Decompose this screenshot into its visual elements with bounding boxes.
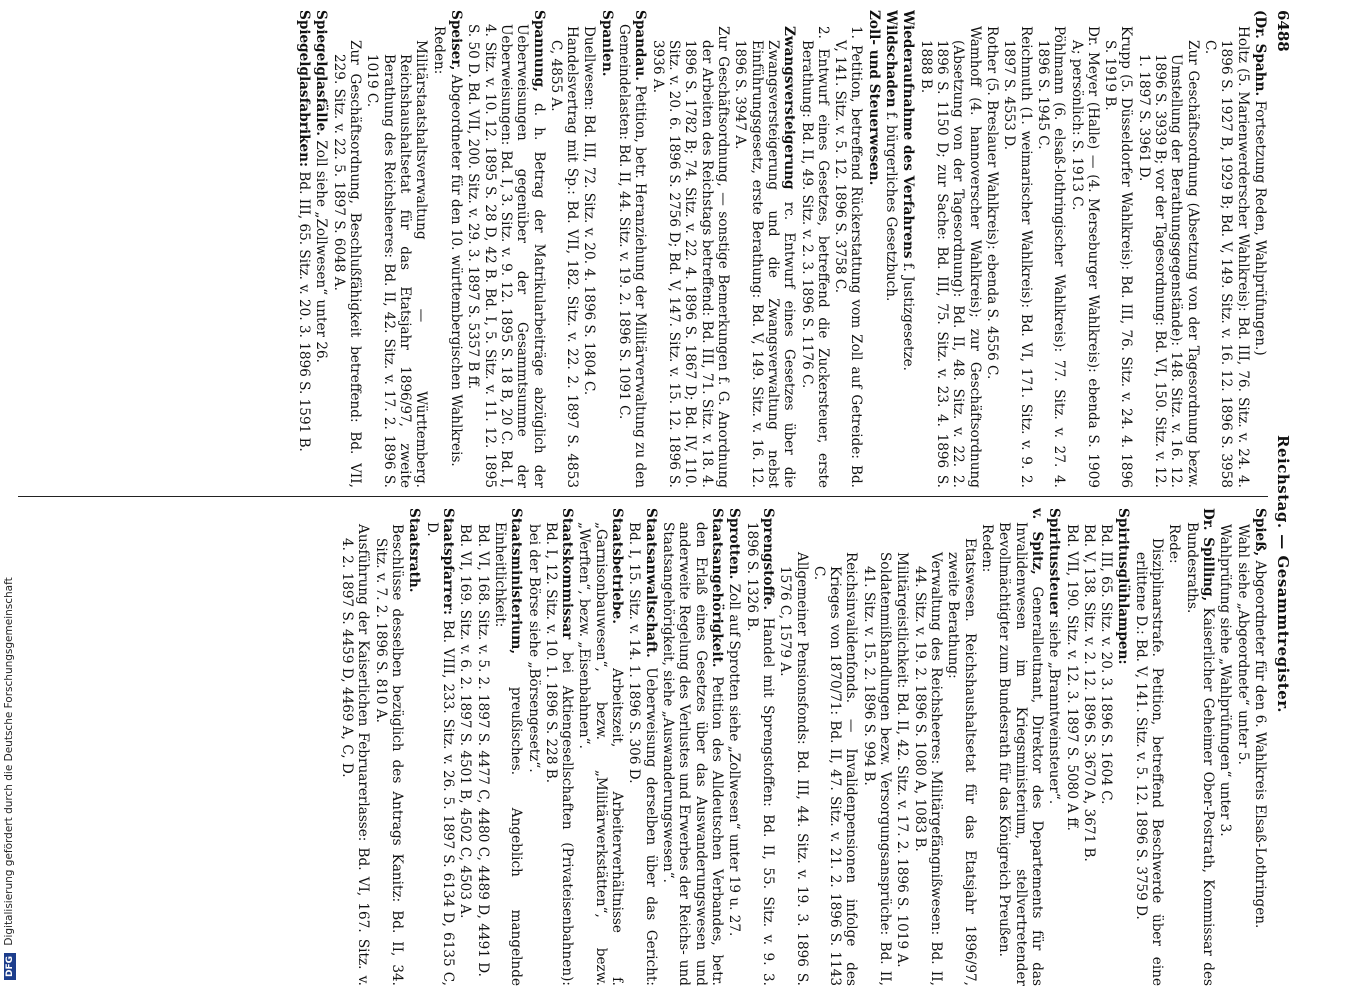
entry-text: Petition, betr. Heranziehung der Militärverwaltung zu den Gemeindelasten: Bd. II, 44. Sitz. v. 19. 2. 1896 S. 1091 C. (616, 24, 649, 488)
index-entry (1133, 508, 1166, 986)
index-entry (372, 508, 405, 986)
entry-text: Wahlprüfung siehe „Wahlprüfungen“ unter 3. (1217, 524, 1234, 837)
index-entry (548, 10, 581, 488)
entry-text: Zur Geschäftsordnung, — sonstige Bemerkungen f. G. Anordnung der Arbeiten des Reichstags betreffend: Bd. III, 71. Sitz. v. 18. 4. 1896 S. 1782 B; 74. Sitz. v. 22. 4. 1896 S. 1867 D; Bd. IV, 110. Sitz. v. 20. 6. 1896 S. 2756 D; Bd. V, 147. Sitz. v. 15. 12. 1896 S. 3936 A. (649, 26, 731, 488)
index-entry (1166, 508, 1182, 986)
entry-text: Kaiserlicher Geheimer Ober-Postrath, Kommissar des Bundesraths. (1183, 522, 1217, 986)
entry-text: 1. Petition, betreffend Rückerstattung vom Zoll auf Getreide: Bd. V, 141. Sitz. v. 5. 12. 1896 S. 3758 C. (832, 26, 865, 488)
entry-text: Beschlüsse desselben bezüglich des Antrags Kanitz: Bd. II, 34. Sitz. v. 7. 2. 1896 S. 810 A. (372, 524, 406, 986)
index-entry (430, 10, 446, 488)
entry-heading: Wiederaufnahme des Verfahrens (900, 10, 917, 259)
entry-text: Abgeordneter für den 10. württembergischen Wahlkreis. (448, 74, 464, 467)
index-entry (457, 508, 473, 986)
index-entry (543, 508, 576, 986)
entry-heading: v. Spitz, (1028, 508, 1045, 575)
index-entry (1098, 508, 1114, 986)
entry-heading: Zwangsversteigerung (781, 26, 798, 190)
entry-heading: Spandau. (632, 10, 649, 81)
entry-text: Allgemeiner Pensionsfonds: Bd. III, 44. Sitz. v. 19. 3. 1896 S. 1576 C, 1579 A. (777, 552, 810, 986)
entry-text: Generalleutnant, Direktor des Departements für das Invalidenwesen im Kriegsministerium, stellvertretender Bevollmächtigter zum Bundesrath für das Königreich Preußen. (996, 522, 1045, 986)
entry-heading: Spiritussteuer (1046, 508, 1063, 617)
entry-heading: Staatsangehörigkeit. (709, 508, 725, 668)
entry-text: Rother (5. Breslauer Wahlkreis): ebenda S. 4556 C. (984, 26, 1000, 380)
entry-text: siehe „Branntweinsteuer“. (1046, 621, 1063, 805)
index-entry (474, 508, 490, 986)
entry-text: Bd. VIII, 233. Sitz. v. 26. 5. 1897 S. 6134 D, 6135 C, D. (423, 522, 456, 986)
index-entry (331, 10, 364, 488)
index-entry (465, 10, 547, 488)
entry-text: Bd. V, 138. Sitz. v. 2. 12. 1896 S. 3670 A, 3671 B. (1080, 524, 1097, 862)
index-entry (492, 508, 525, 986)
entry-heading: Staatskommissar (559, 508, 576, 640)
rotated-page (2, 10, 1292, 990)
running-head: Reichstag. — Gesammtregister. (1274, 435, 1292, 713)
entry-heading: Speiser, (448, 10, 464, 71)
entry-text: Zoll auf Sprotten siehe „Zollwesen“ unter 19 u. 27. (726, 583, 743, 937)
index-entry (626, 508, 659, 986)
entry-heading: Wildschaden (883, 10, 900, 108)
entry-heading: (Dr. Spahn. (1252, 10, 1268, 97)
entry-heading: Sprengstoffe. (759, 508, 776, 611)
index-entry (743, 508, 776, 986)
entry-text: Zoll siehe „Zollwesen“ unter 26. (313, 140, 330, 363)
index-entry (984, 10, 1000, 488)
entry-text: Ueberweisung derselben über das Gericht: Bd. I, 15. Sitz. v. 14. 1. 1896 S. 306 D. (626, 522, 659, 986)
index-entry (911, 508, 944, 986)
left-column (18, 10, 1268, 488)
index-entry (525, 508, 541, 986)
index-entry (313, 10, 329, 488)
entry-text: Petition des Alldeutschen Verbandes, betr. den Erlaß eines Gesetzes über das Auswanderungswesen und anderweite Regelung des Verlustes und Erwerbes der Reichs- und Staatsangehörigkeit, siehe „Auswanderungswesen“. (660, 522, 725, 986)
dfg-logo: DFG (4, 953, 16, 980)
index-entry (979, 508, 995, 986)
index-entry (1202, 10, 1251, 488)
index-entry (1252, 508, 1268, 986)
entry-heading: Dr. Spilling, (1200, 508, 1217, 602)
entry-heading: Staatsanwaltschaft. (642, 508, 659, 658)
entry-text: Bd. III, 65. Sitz. v. 20. 3. 1896 S. 1604 C. (1098, 524, 1115, 805)
entry-heading: Spiritusglühlampen: (1115, 508, 1132, 665)
register-page (2, 10, 1292, 990)
entry-text: Wahl siehe „Abgeordnete“ unter 5. (1234, 524, 1251, 765)
index-entry (917, 10, 982, 488)
entry-text: Etatswesen. Reichshaushaltsetat für das Etatsjahr 1896/97, zweite Berathung: (945, 538, 978, 986)
index-entry (883, 10, 899, 488)
index-entry (866, 10, 882, 488)
index-entry (832, 10, 865, 488)
index-entry (1115, 508, 1131, 986)
column-divider (18, 496, 1268, 497)
entry-text: Reden: (979, 524, 995, 573)
entry-text: rc. Entwurf eines Gesetzes über die Zwangsversteigerung und die Zwangsverwaltung nebst Einführungsgesetz, erste Berathung: Bd. V, 149. Sitz. v. 16. 12. 1896 S. 3947 A. (732, 40, 798, 488)
entry-text: f. Justizgesetze. (900, 262, 917, 372)
index-entry (364, 10, 429, 488)
index-entry (900, 10, 916, 488)
entry-heading: Spiegelglasfälle. (313, 10, 330, 136)
index-entry (1217, 508, 1233, 986)
index-entry (811, 508, 860, 986)
index-entry (1068, 10, 1101, 488)
entry-text: preußisches. Angeblich mangelnde Einheitlichkeit: (491, 522, 525, 986)
entry-text: Reichsinvalidenfonds. — Invalidenpensionen infolge des Krieges von 1870/71: Bd. II, 47. Sitz. v. 21. 2. 1896 S. 1143 C. (810, 552, 860, 986)
entry-text: Disziplinarstrafe. Petition, betreffend Beschwerde über eine erlittene D.: Bd. V, 141. Sitz. v. 5. 12. 1896 S. 3759 D. (1132, 538, 1166, 986)
entry-text: Zur Geschäftsordnung, Beschlußfähigkeit betreffend: Bd. VII, 229. Sitz. v. 22. 5. 1897 S. 6048 A. (330, 40, 364, 488)
index-entry (777, 508, 810, 986)
index-entry (1001, 10, 1034, 488)
index-entry (726, 508, 742, 986)
entry-text: Dr. Meyer (Halle) — (4. Merseburger Wahlkreis): ebenda S. 1909 A; persönlich: S. 1913 C. (1068, 26, 1101, 488)
entry-text: Rede: (1166, 524, 1183, 564)
entry-text: Holtz (5. Marienwerderscher Wahlkreis): Bd. III, 76. Sitz. v. 24. 4. 1896 S. 1927 B, 1929 B; Bd. V, 149. Sitz. v. 16. 12. 1896 S. 3958 C. (1202, 26, 1251, 488)
entry-text: Fortsetzung Reden, Wahlprüfungen.) (1252, 100, 1268, 356)
entry-heading: Staatspfarrer: (440, 508, 456, 615)
index-entry (1035, 10, 1068, 488)
digitization-footer (0, 0, 24, 1000)
entry-text: Reden: (430, 26, 447, 75)
entry-text: Ausführung der Kaiserlichen Februarerlasse: Bd. VI, 167. Sitz. v. 4. 2. 1897 S. 4459 D, 4469 A, C, D. (339, 524, 372, 986)
entry-text: Bd. VII, 190. Sitz. v. 12. 3. 1897 S. 5080 A ff. (1063, 524, 1080, 831)
entry-heading: Spanien. (598, 10, 615, 77)
entry-text: Handel mit Sprengstoffen: Bd. II, 55. Sitz. v. 9. 3. 1896 S. 1326 B. (743, 522, 776, 986)
footer-text-line (3, 0, 23, 980)
index-entry (599, 10, 615, 488)
entry-text: Bd. VI, 169. Sitz. v. 6. 2. 1897 S. 4501 B, 4502 C, 4503 A. (457, 524, 474, 919)
entry-heading: Zoll- und Steuerwesen. (865, 10, 882, 186)
index-entry (1046, 508, 1062, 986)
entry-heading: Spieß, (1252, 508, 1268, 557)
index-entry (339, 508, 372, 986)
entry-heading: Staatsbetriebe. (609, 508, 626, 624)
index-entry (423, 508, 456, 986)
entry-text: Militärstaatshaltsverwaltung — Württemberg. Reichshaushaltsetat für das Etatsjahr 1896/97, zweite Berathung des Reichsheeres: Bd. II, 42. Sitz. v. 17. 2. 1896 S. 1019 C. (364, 40, 430, 488)
index-entry (649, 10, 731, 488)
index-entry (660, 508, 725, 986)
index-entry (798, 10, 831, 488)
entry-text: bei der Börse siehe „Börsengesetz“. (525, 524, 542, 773)
index-entry (1252, 10, 1268, 488)
entry-text: Duellwesen: Bd. III, 72. Sitz. v. 20. 4. 1896 S. 1804 C. (581, 26, 598, 396)
index-entry (576, 508, 625, 986)
entry-text: Militärgeistlichkeit: Bd. II, 42. Sitz. v. 17. 2. 1896 S. 1019 A. (894, 552, 911, 968)
index-entry (1081, 508, 1097, 986)
index-entry (581, 10, 597, 488)
entry-heading: Staatsrath. (406, 508, 423, 593)
footer-text: Digitalisierung gefördert durch die Deutsche Forschungsgemeinschaft (3, 577, 15, 946)
entry-text: Zur Geschäftsordnung (Absetzung von der Tagesordnung bezw. Umstellung der Berathungsgegenstände): 148. Sitz. v. 16. 12. 1896 S. 3939 B; vor der Tagesordnung: Bd. VI, 150. Sitz. v. 12. 1. 1897 S. 3961 D. (1135, 40, 1201, 488)
entry-text: bei Aktiengesellschaften (Privateisenbahnen): Bd. I, 12. Sitz. v. 10. 1. 1896 S. 228 B. (542, 522, 576, 986)
entry-text: 2. Entwurf eines Gesetzes, betreffend die Zuckersteuer, erste Berathung: Bd. II, 49. Sitz. v. 2. 3. 1896 S. 1176 C. (798, 26, 831, 488)
index-entry (1234, 508, 1250, 986)
index-entry (732, 10, 797, 488)
entry-text: Soldatenmißhandlungen bezw. Versorgungsansprüche: Bd. II, 41. Sitz. v. 15. 2. 1896 S. 994 B. (860, 552, 894, 986)
entry-text: Pöhlmann (6. elsaß-lothringischer Wahlkreis): 77. Sitz. v. 27. 4. 1896 S. 1945 C. (1034, 26, 1068, 488)
entry-text: Abgeordneter für den 6. Wahlkreis Elsaß-Lothringen. (1252, 560, 1268, 929)
entry-text: Wamhoff (4. hannoverscher Wahlkreis); zur Geschäftsordnung (Absetzung von der Tagesordnung): Bd. II, 48. Sitz. v. 22. 2. 1896 S. 1150 D; zur Sache: Bd. III, 75. Sitz. v. 23. 4. 1896 S. 1888 B. (917, 26, 983, 488)
entry-text: d. h. Betrag der Matrikularbeiträge abzüglich der Ueberweisungen gegenüber der Gesammtsumme der Ueberweisungen: Bd. I, 3. Sitz. v. 9. 12. 1895 S. 18 B, 20 C. Bd. I, 4. Sitz. v. 10. 12. 1895 S. 28 D, 42 B. Bd. I, 5. Sitz. v. 11. 12. 1895 S. 50 D. Bd. VII, 200. Sitz. v. 29. 3. 1897 S. 5357 B ff. (465, 24, 547, 488)
index-entry (1063, 508, 1079, 986)
entry-text: Arbeitszeit, Arbeiterverhältnisse f. „Garnisonbauwesen“, bezw. „Militärwerkstätten“, bezw. „Werften“, bezw. „Eisenbahnen“. (576, 522, 626, 986)
index-entry (296, 10, 312, 488)
index-entry (1183, 508, 1216, 986)
entry-heading: Spannung, (530, 10, 547, 92)
index-entry (894, 508, 910, 986)
entry-text: Krupp (5. Düsseldorfer Wahlkreis): Bd. III, 76. Sitz. v. 24. 4. 1896 S. 1919 B. (1102, 26, 1135, 488)
entry-heading: Sprotten. (726, 508, 743, 580)
index-entry (861, 508, 894, 986)
entry-text: Handelsvertrag mit Sp.: Bd. VII, 182. Sitz. v. 22. 2. 1897 S. 4853 C, 4855 A. (547, 26, 581, 488)
entry-text: Bd. VI, 168. Sitz. v. 5. 2. 1897 S. 4477 C, 4480 C, 4489 D, 4491 D. (474, 524, 491, 977)
entry-text: Bd. III, 65. Sitz. v. 20. 3. 1896 S. 1591 B. (296, 171, 313, 452)
page-number: 6488 (1274, 10, 1292, 52)
index-entry (616, 10, 649, 488)
entry-text: Verwaltung des Reichsheeres: Militärgefängnißwesen: Bd. II, 44. Sitz. v. 19. 2. 1896 S. 1080 A, 1083 B. (911, 552, 945, 986)
entry-text: f. bürgerliches Gesetzbuch. (883, 111, 900, 302)
entry-heading: Spiegelglasfabriken: (296, 10, 313, 168)
page-header (1270, 10, 1292, 990)
entry-heading: Staatsministerium, (508, 508, 525, 655)
index-entry (996, 508, 1045, 986)
entry-text: Reichmuth (1. weimarischer Wahlkreis): Bd. VI, 171. Sitz. v. 9. 2. 1897 S. 4553 D. (1001, 26, 1034, 488)
right-column (18, 508, 1268, 986)
index-entry (406, 508, 422, 986)
index-entry (945, 508, 978, 986)
index-entry (1136, 10, 1201, 488)
index-entry (448, 10, 464, 488)
index-entry (1102, 10, 1135, 488)
